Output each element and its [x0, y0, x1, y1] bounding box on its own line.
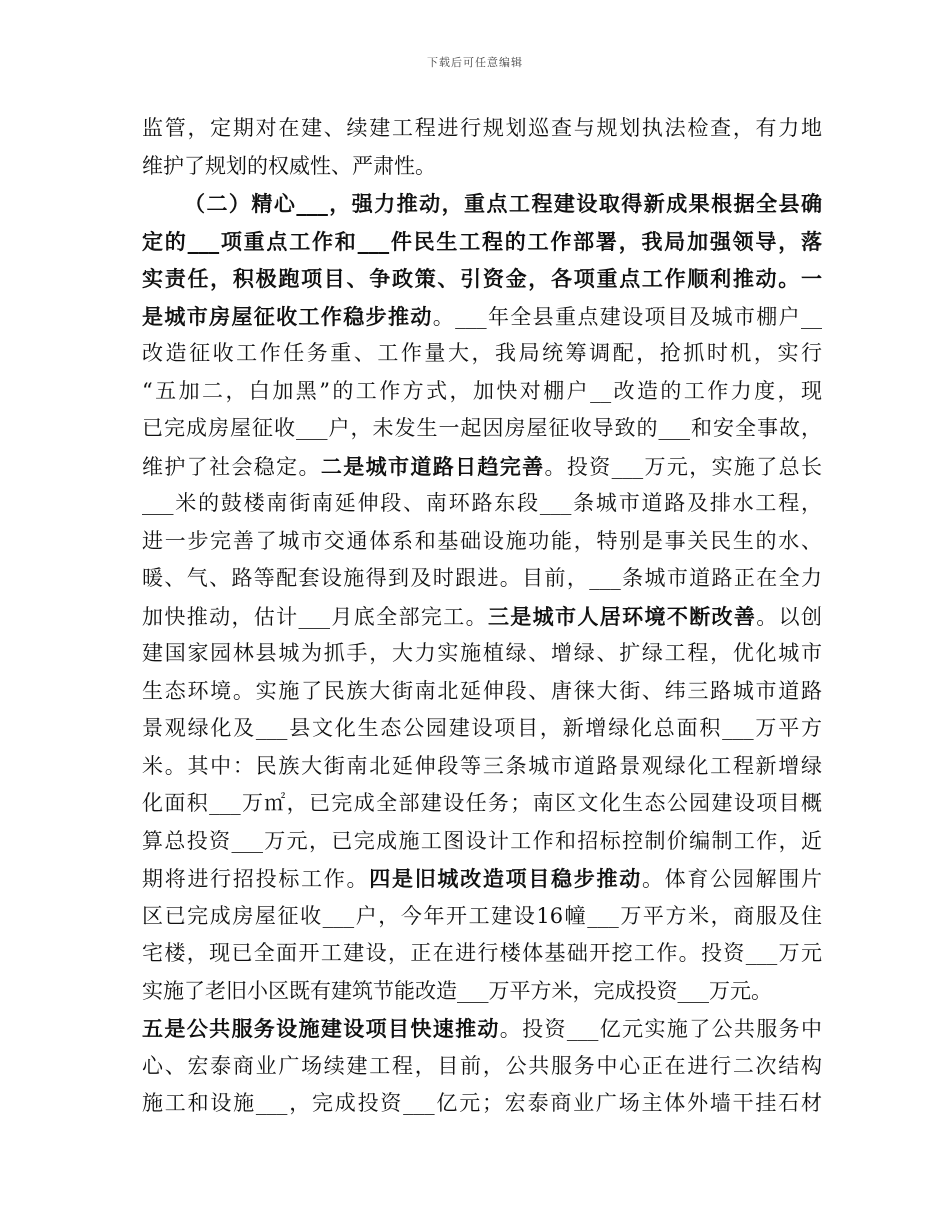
- text-line: [142, 1085, 822, 1123]
- text-line: [142, 373, 822, 411]
- document-body: [142, 110, 822, 1123]
- text-run: “五加二，白加黑”的工作方式，加快对棚户__改造的工作力度，现: [142, 378, 822, 403]
- text-run: 宅楼，现已全面开工建设，正在进行楼体基础开挖工作。投资___万元: [142, 941, 822, 965]
- text-line: [142, 260, 822, 298]
- text-run: 。投资___万元，实施了总长: [544, 454, 823, 479]
- text-run: 景观绿化及___县文化生态公园建设项目，新增绿化总面积___万平方: [142, 716, 822, 740]
- bold-text-run: 是城市房屋征收工作稳步推动: [142, 303, 433, 329]
- text-run: ___米的鼓楼南街南延伸段、南环路东段___条城市道路及排水工程，: [142, 491, 822, 515]
- text-run: 。___年全县重点建设项目及城市棚户__: [432, 304, 823, 329]
- text-run: 建国家园林县城为抓手，大力实施植绿、增绿、扩绿工程，优化城市: [142, 641, 822, 665]
- text-run: 加快推动，估计___月底全部完工。: [142, 604, 488, 629]
- text-run: 化面积___万㎡，已完成全部建设任务；南区文化生态公园建设项目概: [142, 791, 822, 815]
- text-line: [142, 448, 822, 486]
- text-run: 进一步完善了城市交通体系和基础设施功能，特别是事关民生的水、: [142, 528, 822, 553]
- bold-text-run: 四是旧城改造项目稳步推动: [369, 866, 642, 891]
- text-line: [142, 598, 822, 636]
- page-header: 下载后可任意编辑: [427, 56, 523, 69]
- text-run: 。体育公园解围片: [641, 867, 823, 891]
- text-line: [142, 973, 822, 1011]
- text-run: 维护了社会稳定。: [142, 454, 321, 479]
- text-run: 期将进行招投标工作。: [142, 867, 370, 891]
- text-line: [142, 410, 822, 448]
- text-run: 。以创: [756, 604, 823, 629]
- text-run: 暖、气、路等配套设施得到及时跟进。目前，___条城市道路正在全力: [142, 566, 822, 590]
- text-line: [142, 485, 822, 523]
- text-line: [142, 785, 822, 823]
- text-run: 维护了规划的权威性、严肃性。: [142, 153, 436, 178]
- text-line: [142, 1010, 822, 1048]
- text-line: [142, 710, 822, 748]
- text-run: 米。其中：民族大街南北延伸段等三条城市道路景观绿化工程新增绿: [142, 753, 822, 778]
- text-run: 。投资___亿元实施了公共服务中: [499, 1017, 823, 1041]
- text-run: 生态环境。实施了民族大街南北延伸段、唐徕大街、纬三路城市道路: [142, 678, 822, 703]
- text-run: 监管，定期对在建、续建工程进行规划巡查与规划执法检查，有力地: [142, 116, 822, 140]
- text-line: [142, 298, 822, 336]
- text-line: [142, 223, 822, 261]
- text-line: [142, 110, 822, 148]
- bold-text-run: 定的___项重点工作和___件民生工程的工作部署，我局加强领导，落: [142, 228, 822, 254]
- section-heading-line: [142, 185, 822, 223]
- text-line: [142, 635, 822, 673]
- text-line: [142, 560, 822, 598]
- text-line: [142, 898, 822, 936]
- text-line: [142, 335, 822, 373]
- bold-text-run: 实责任，积极跑项目、争政策、引资金，各项重点工作顺利推动。一: [142, 266, 822, 291]
- text-run: 已完成房屋征收___户，未发生一起因房屋征收导致的___和安全事故，: [142, 416, 822, 440]
- text-line: [142, 148, 822, 186]
- text-line: [142, 1048, 822, 1086]
- text-line: [142, 748, 822, 786]
- text-line: [142, 673, 822, 711]
- text-line: [142, 523, 822, 561]
- text-run: 改造征收工作任务重、工作量大，我局统筹调配，抢抓时机，实行: [142, 341, 822, 365]
- text-run: 施工和设施___，完成投资___亿元；宏泰商业广场主体外墙干挂石材: [142, 1091, 822, 1115]
- bold-text-run: 五是公共服务设施建设项目快速推动: [142, 1016, 500, 1041]
- text-run: 心、宏泰商业广场续建工程，目前，公共服务中心正在进行二次结构: [142, 1053, 822, 1078]
- text-line: [142, 935, 822, 973]
- bold-text-run: （二）精心___，强力推动，重点工程建设取得新成果根据全县确: [184, 191, 822, 216]
- bold-text-run: 二是城市道路日趋完善: [320, 453, 545, 479]
- text-run: 实施了老旧小区既有建筑节能改造___万平方米，完成投资___万元。: [142, 978, 772, 1003]
- bold-text-run: 三是城市人居环境不断改善: [487, 603, 757, 629]
- text-run: 区已完成房屋征收___户，今年开工建设16幢___万平方米，商服及住: [142, 903, 822, 928]
- text-line: [142, 860, 822, 898]
- text-line: [142, 823, 822, 861]
- text-run: 算总投资___万元，已完成施工图设计工作和招标控制价编制工作，近: [142, 828, 822, 853]
